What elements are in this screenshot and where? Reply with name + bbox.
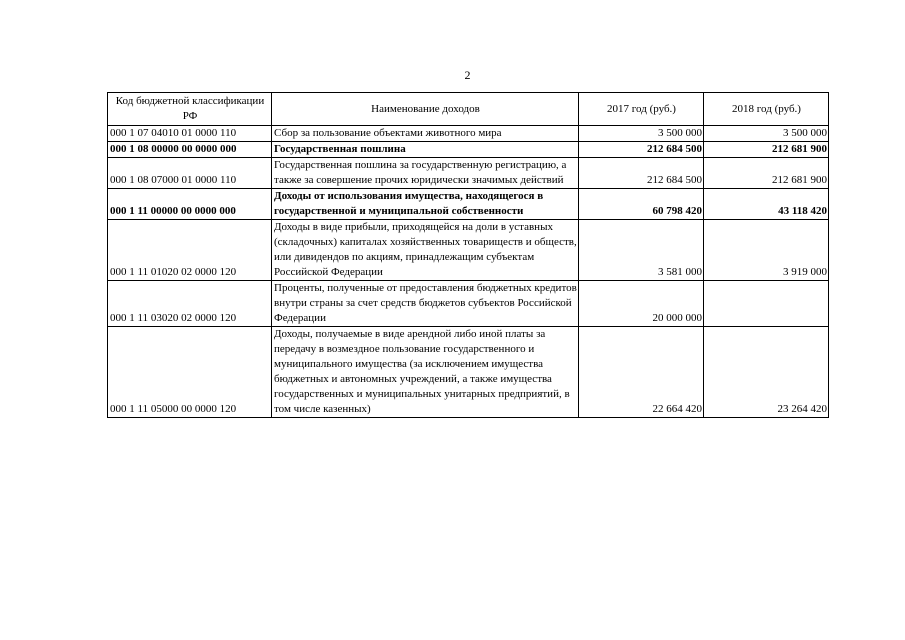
- budget-code: 000 1 08 00000 00 0000 000: [108, 142, 272, 158]
- amount-2017: 3 500 000: [579, 126, 704, 142]
- budget-code: 000 1 11 05000 00 0000 120: [108, 327, 272, 418]
- amount-2017: 3 581 000: [579, 220, 704, 281]
- header-2017: 2017 год (руб.): [579, 93, 704, 126]
- table-row: [108, 126, 829, 142]
- revenue-name: Доходы от использования имущества, находящегося в государственной и муниципальной собственности: [272, 189, 579, 220]
- amount-2018: 212 681 900: [704, 142, 829, 158]
- page-number: 2: [464, 68, 471, 82]
- budget-code: 000 1 11 00000 00 0000 000: [108, 189, 272, 220]
- header-2018: 2018 год (руб.): [704, 93, 829, 126]
- revenue-name: Государственная пошлина: [272, 142, 579, 158]
- amount-2017: 212 684 500: [579, 142, 704, 158]
- table-row-subtotal: [108, 189, 829, 220]
- budget-code: 000 1 07 04010 01 0000 110: [108, 126, 272, 142]
- table-row: [108, 281, 829, 327]
- budget-code: 000 1 11 01020 02 0000 120: [108, 220, 272, 281]
- table-row: [108, 158, 829, 189]
- table-row: [108, 327, 829, 418]
- header-name: Наименование доходов: [272, 93, 579, 126]
- table-row: [108, 220, 829, 281]
- revenue-name: Проценты, полученные от предоставления бюджетных кредитов внутри страны за счет средств бюджетов субъектов Российской Федерации: [272, 281, 579, 327]
- amount-2018: 23 264 420: [704, 327, 829, 418]
- amount-2017: 60 798 420: [579, 189, 704, 220]
- amount-2018: 3 500 000: [704, 126, 829, 142]
- amount-2017: 212 684 500: [579, 158, 704, 189]
- amount-2018: [704, 281, 829, 327]
- budget-code: 000 1 11 03020 02 0000 120: [108, 281, 272, 327]
- table-row-subtotal: [108, 142, 829, 158]
- amount-2017: 20 000 000: [579, 281, 704, 327]
- amount-2018: 3 919 000: [704, 220, 829, 281]
- amount-2018: 212 681 900: [704, 158, 829, 189]
- revenue-name: Государственная пошлина за государственную регистрацию, а также за совершение прочих юридически значимых действий: [272, 158, 579, 189]
- header-code: Код бюджетной классификации РФ: [108, 93, 272, 126]
- revenue-table: [107, 92, 829, 418]
- amount-2018: 43 118 420: [704, 189, 829, 220]
- amount-2017: 22 664 420: [579, 327, 704, 418]
- revenue-name: Сбор за пользование объектами животного мира: [272, 126, 579, 142]
- budget-code: 000 1 08 07000 01 0000 110: [108, 158, 272, 189]
- revenue-name: Доходы в виде прибыли, приходящейся на доли в уставных (складочных) капиталах хозяйственных товариществ и обществ, или дивидендов по акциям, принадлежащим субъектам Российской Федерации: [272, 220, 579, 281]
- table-header-row: [108, 93, 829, 126]
- revenue-name: Доходы, получаемые в виде арендной либо иной платы за передачу в возмездное пользование государственного и муниципального имущества (за исключением имущества бюджетных и автономных учреждений, а также имущества государственных и муниципальных унитарных предприятий, в том числе казенных): [272, 327, 579, 418]
